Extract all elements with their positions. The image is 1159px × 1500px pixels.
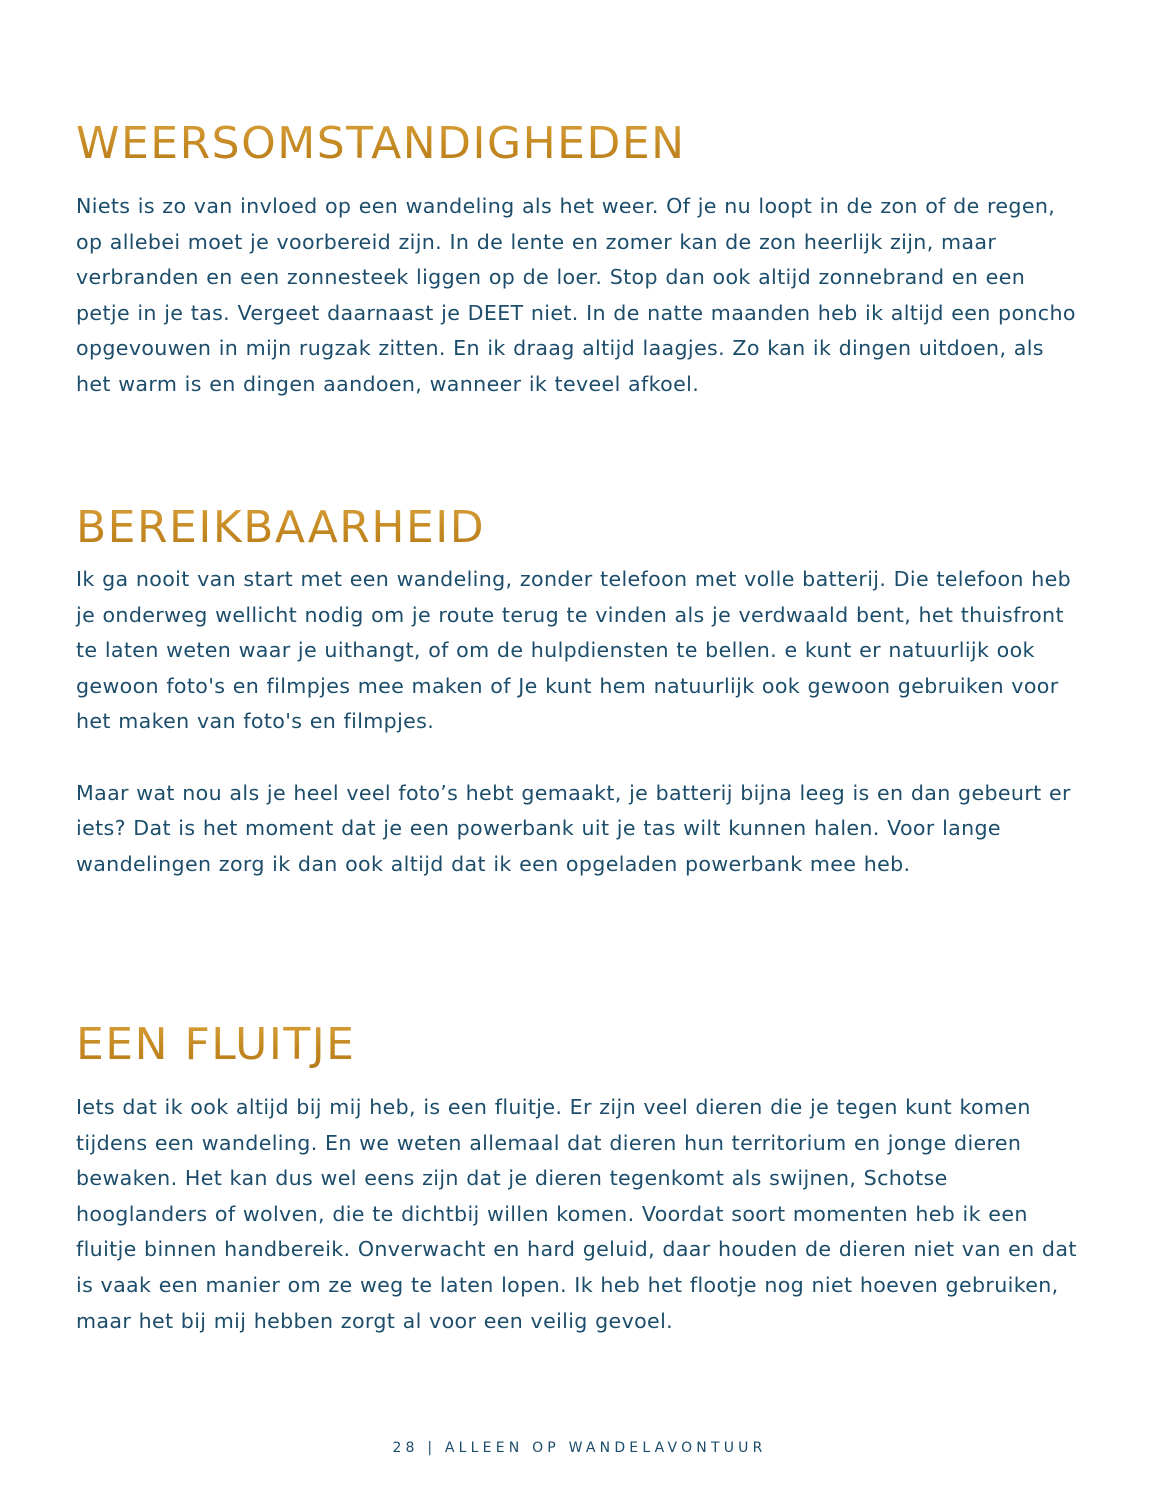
section-paragraph: Maar wat nou als je heel veel foto’s hebt gemaakt, je batterij bijna leeg is en dan gebeurt er iets? Dat is het moment dat je een powerbank uit je tas wilt kunnen halen. Voor lange wandelingen zorg ik dan ook altijd dat ik een opgeladen powerbank mee heb. (76, 780, 1071, 876)
section-weersomstandigheden (76, 117, 1086, 403)
section-bereikbaarheid (76, 501, 1086, 882)
page-footer: 28 | ALLEEN OP WANDELAVONTUUR (392, 1440, 767, 1456)
section-paragraph: Ik ga nooit van start met een wandeling, zonder telefoon met volle batterij. Die telefoon heb je onderweg wellicht nodig om je route terug te vinden als je verdwaald bent, het thuisfront te laten weten waar je uithangt, of om de hulpdiensten te bellen. e kunt er natuurlijk ook gewoon foto's en filmpjes mee maken of Je kunt hem natuurlijk ook gewoon gebruiken voor het maken van foto's en filmpjes. (76, 567, 1072, 734)
section-heading: WEERSOMSTANDIGHEDEN (76, 117, 1086, 171)
section-een-fluitje (76, 1018, 1086, 1339)
section-heading: EEN FLUITJE (76, 1018, 1086, 1072)
section-paragraph: Iets dat ik ook altijd bij mij heb, is een fluitje. Er zijn veel dieren die je tegen kunt komen tijdens een wandeling. En we weten allemaal dat dieren hun territorium en jonge dieren bewaken. Het kan dus wel eens zijn dat je dieren tegenkomt als swijnen, Schotse hooglanders of wolven, die te dichtbij willen komen. Voordat soort momenten heb ik een fluitje binnen handbereik. Onverwacht en hard geluid, daar houden de dieren niet van en dat is vaak een manier om ze weg te laten lopen. Ik heb het flootje nog niet hoeven gebruiken, maar het bij mij hebben zorgt al voor een veilig gevoel. (76, 1095, 1077, 1333)
section-paragraph: Niets is zo van invloed op een wandeling als het weer. Of je nu loopt in de zon of de regen, op allebei moet je voorbereid zijn. In de lente en zomer kan de zon heerlijk zijn, maar verbranden en een zonnesteek liggen op de loer. Stop dan ook altijd zonnebrand en een petje in je tas. Vergeet daarnaast je DEET niet. In de natte maanden heb ik altijd een poncho opgevouwen in mijn rugzak zitten. En ik draag altijd laagjes. Zo kan ik dingen uitdoen, als het warm is en dingen aandoen, wanneer ik teveel afkoel. (76, 194, 1076, 396)
section-heading: BEREIKBAARHEID (76, 501, 1086, 555)
